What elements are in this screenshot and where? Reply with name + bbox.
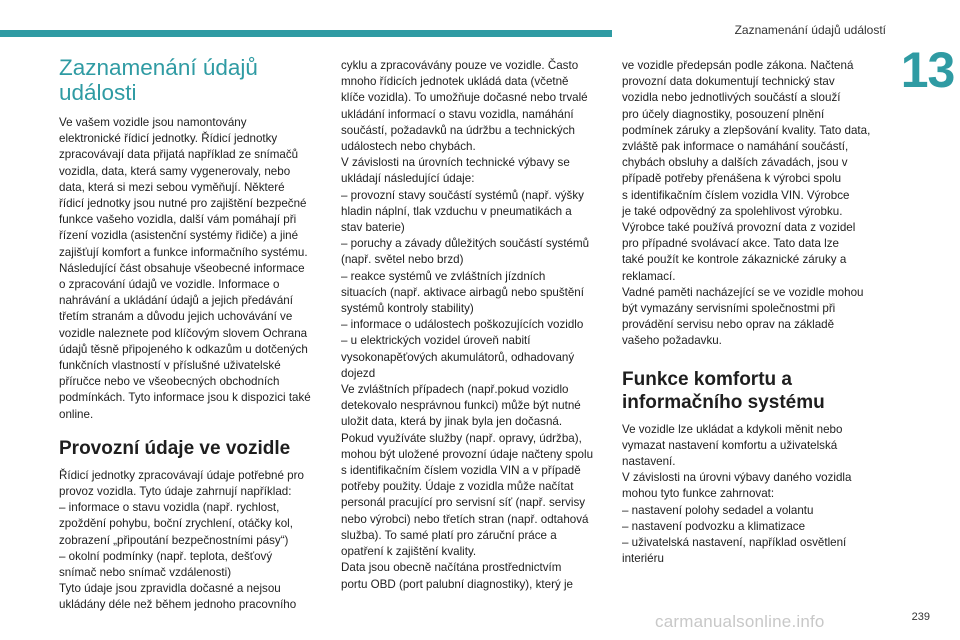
running-header: Zaznamenání údajů událostí [734, 23, 886, 37]
intro-paragraph: Ve vašem vozidle jsou namontovány elektronické řídicí jednotky. Řídicí jednotky zpracovávají data přijatá například ze snímačů vozidla, data, která samy vygenerovaly, nebo data, která si mezi sebou vyměňují. Některé řídicí jednotky jsou nutné pro zajištění bezpečné funkce vašeho vozidla, další vám pomáhají při řízení vozidla (asistenční systémy řidiče) a jiné zajišťují komfort a funkce informačního systému. Následující část obsahuje všeobecné informace o zpracování údajů ve vozidle. Informace o nahrávání a ukládání údajů a jejich předávání třetím stranám a důvodu jejich uchovávání ve vozidle naleznete pod klíčovým slovem Ochrana údajů těsně připojeného k odkazům u dotčených funkčních vlastností v příslušné uživatelské příručce nebo ve všeobecných obchodních podmínkách. Tyto informace jsou k dispozici také online. [59, 116, 311, 421]
header-accent-bar [0, 30, 612, 37]
section-title-comfort: Funkce komfortu a informačního systému [622, 368, 825, 413]
operating-data-paragraph: Řídicí jednotky zpracovávají údaje potřebné pro provoz vozidla. Tyto údaje zahrnují například: – informace o stavu vozidla (např. rychlost, zpoždění pohybu, boční zrychlení, otáčky kol, zobrazení „připoutání bezpečnostními pásy“) – okolní podmínky (např. teplota, dešťový snímač nebo snímač vzdálenosti) Tyto údaje jsou zpravidla dočasné a nejsou ukládány déle než během jednoho pracovního [59, 468, 304, 612]
page-title: Zaznamenání údajů události [59, 55, 258, 105]
column-2 [341, 58, 603, 593]
comfort-paragraph: Ve vozidle lze ukládat a kdykoli měnit nebo vymazat nastavení komfortu a uživatelská nastavení. V závislosti na úrovni výbavy daného vozidla mohou tyto funkce zahrnovat: – nastavení polohy sedadel a volantu – nastavení podvozku a klimatizace – uživatelská nastavení, například osvětlení interiéru [622, 422, 852, 566]
diagnostics-paragraph: ve vozidle předepsán podle zákona. Načtená provozní data dokumentují technický stav vozidla nebo jednotlivých součástí a slouží pro účely diagnostiky, posouzení plnění podmínek záruky a zlepšování kvality. Tato data, zvláště pak informace o namáhání součástí, chybách obsluhy a dalších závadách, jsou v případě potřeby přenášena k výrobci spolu s identifikačním číslem vozidla VIN. Výrobce je také odpovědný za spolehlivost výrobku. Výrobce také používá provozní data z vozidel pro případné svolávací akce. Tato data lze také použít ke kontrole zákaznické záruky a reklamací. Vadné paměti nacházející se ve vozidle mohou být vymazány servisními společnostmi při provádění servisu nebo oprav na základě vašeho požadavku. [622, 59, 871, 348]
column-1 [59, 55, 321, 614]
column-3 [622, 58, 884, 567]
chapter-number: 13 [900, 42, 955, 98]
watermark: carmanualsonline.info [655, 612, 825, 631]
page-number: 239 [911, 611, 930, 623]
operating-data-continued: cyklu a zpracovávány pouze ve vozidle. Často mnoho řídicích jednotek ukládá data (včetně klíče vozidla). To umožňuje dočasné nebo trvalé ukládání informací o stavu vozidla, namáhání součástí, požadavků na údržbu a technických událostech nebo chybách. V závislosti na úrovních technické výbavy se ukládají následující údaje: – provozní stavy součástí systémů (např. výšky hladin náplní, tlak vzduchu v pneumatikách a stav baterie) – poruchy a závady důležitých součástí systémů (např. světel nebo brzd) – reakce systémů ve zvláštních jízdních situacích (např. aktivace airbagů nebo spuštění systémů kontroly stability) – informace o událostech poškozujících vozidlo – u elektrických vozidel úroveň nabití vysokonapěťových akumulátorů, odhadovaný dojezd Ve zvláštních případech (např.pokud vozidlo detekovalo nesprávnou funkci) může být nutné uložit data, která by jinak byla jen dočasná. Pokud využíváte služby (např. opravy, údržba), mohou být uložené provozní údaje načteny spolu s identifikačním číslem vozidla VIN a v případě potřeby použity. Údaje z vozidla může načítat personál pracující pro servisní síť (např. servisy nebo výrobci) nebo třetích stran (např. odtahová služba). To samé platí pro záruční práce a opatření k zajištění kvality. Data jsou obecně načítána prostřednictvím portu OBD (port palubní diagnostiky), který je [341, 59, 594, 591]
section-title-operating-data: Provozní údaje ve vozidle [59, 437, 291, 459]
